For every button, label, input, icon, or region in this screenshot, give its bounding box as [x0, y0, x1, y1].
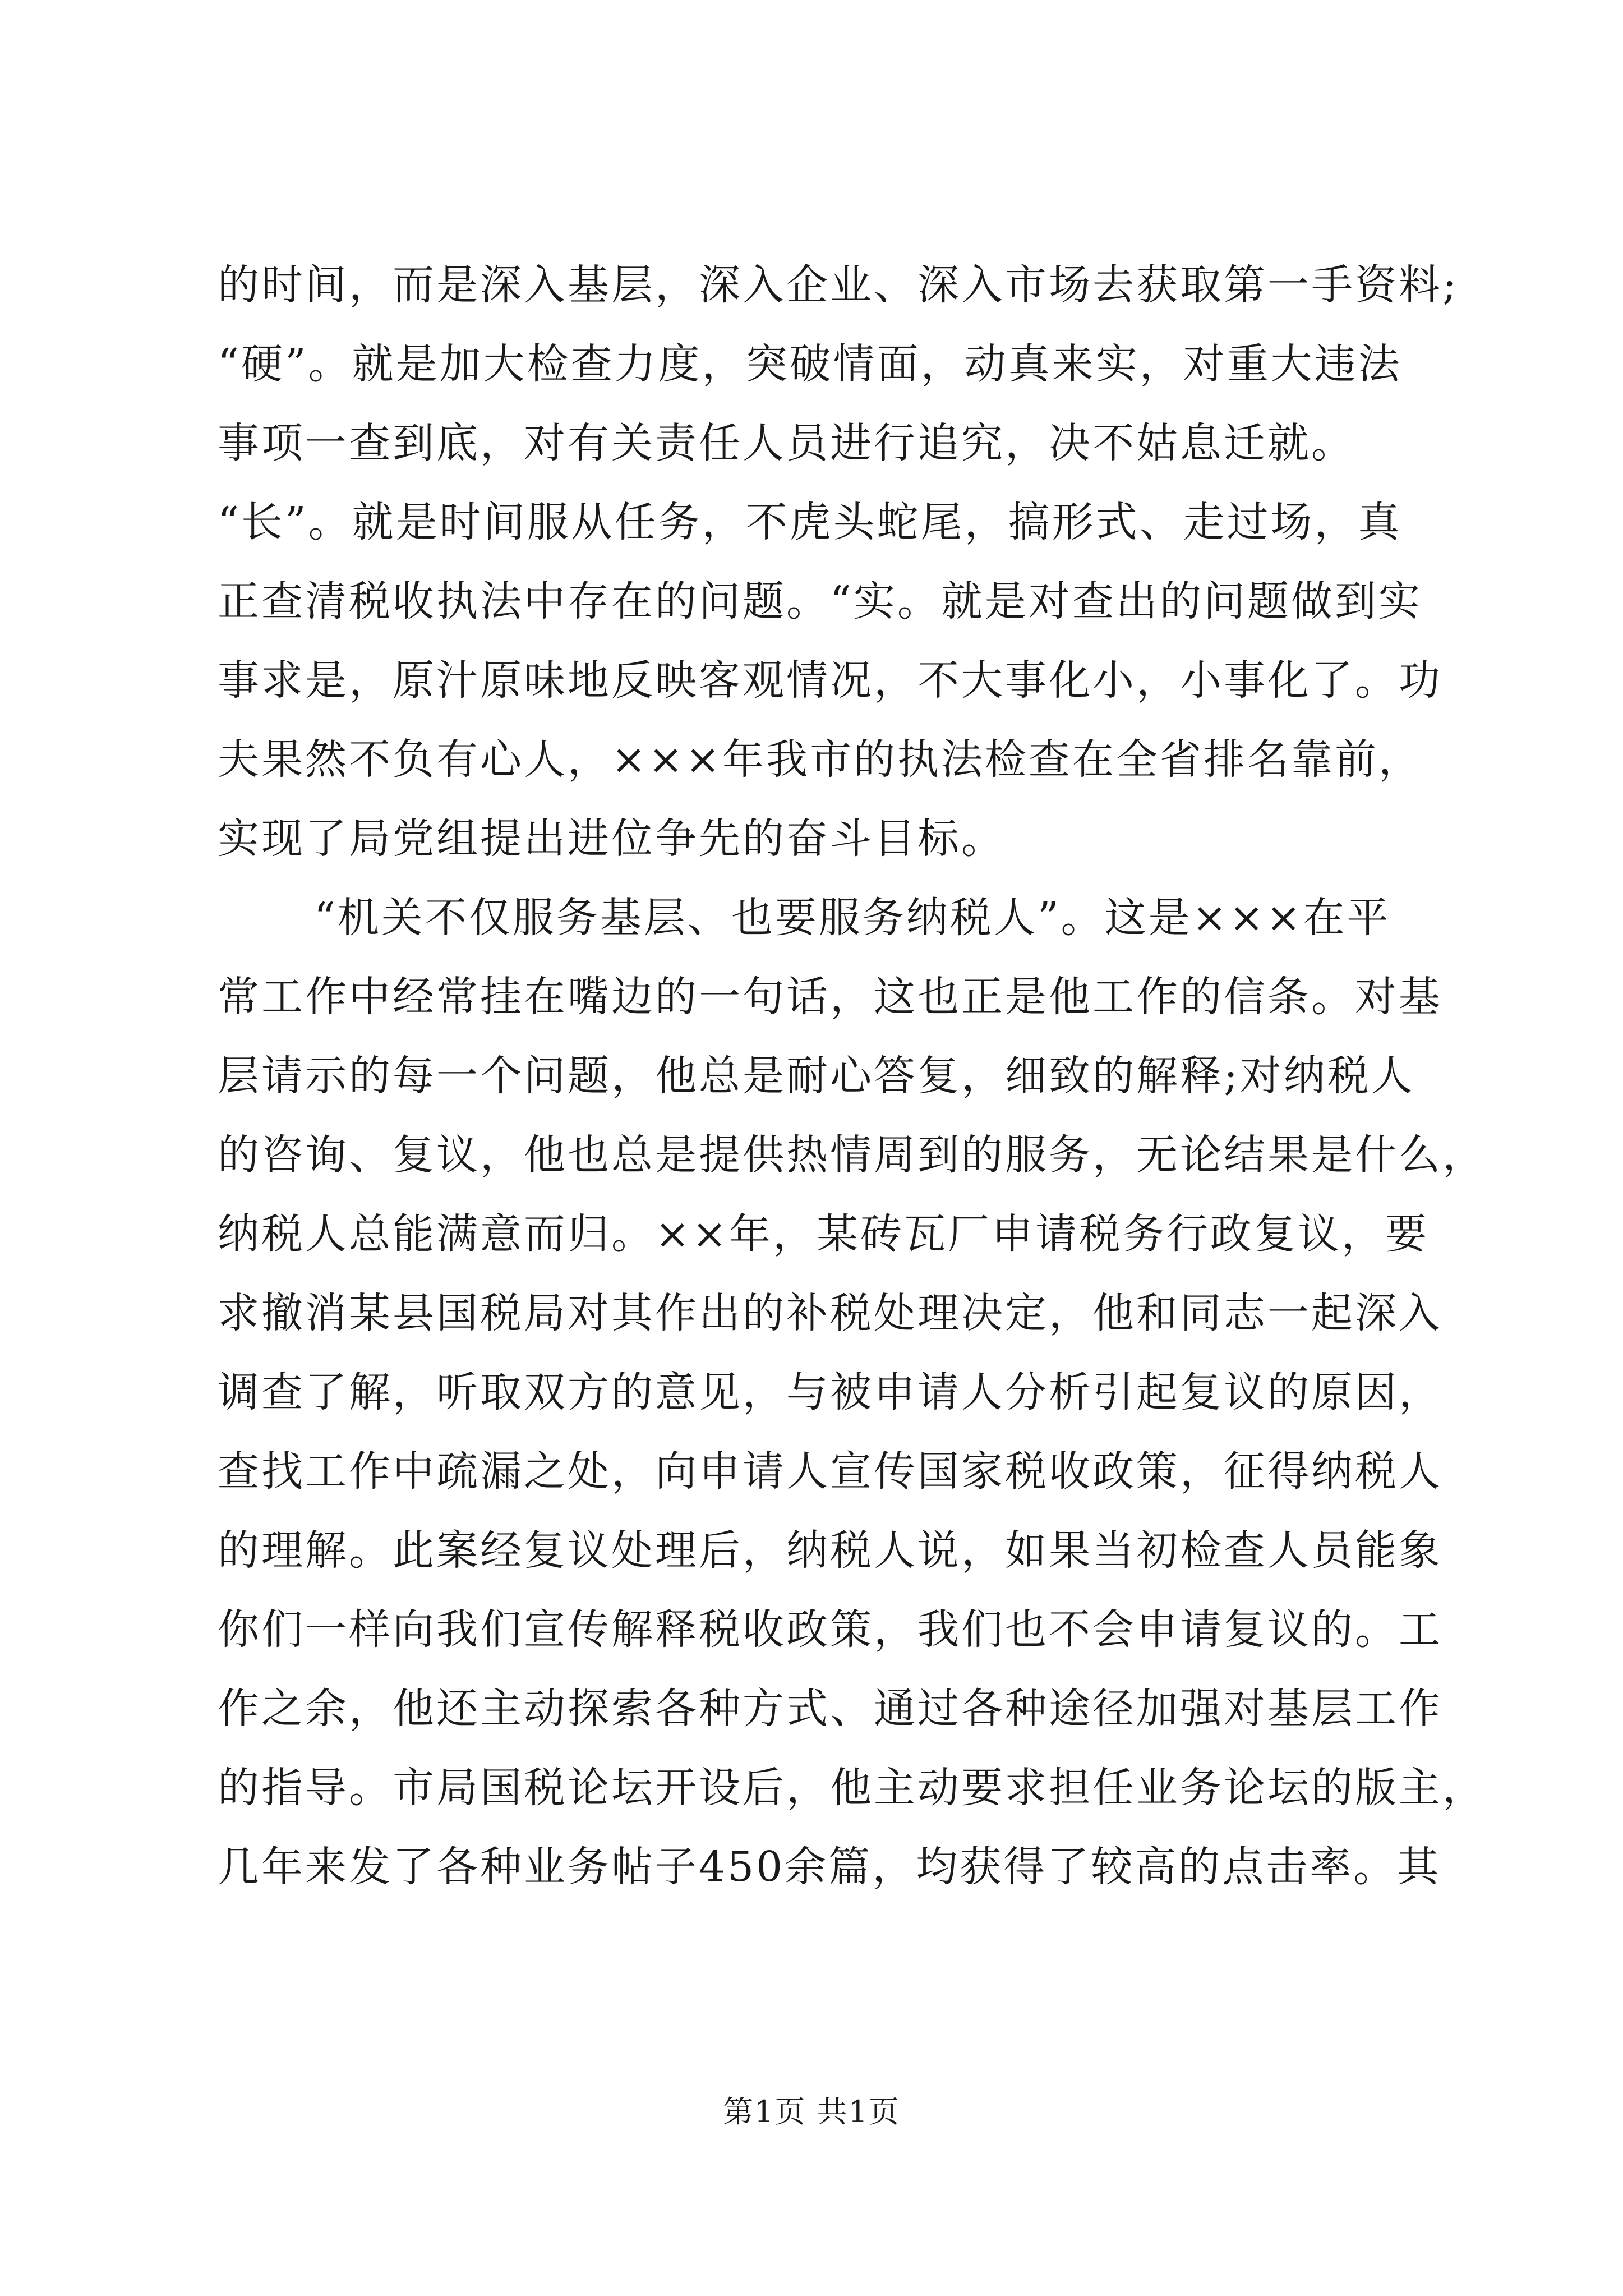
text-line: 正查清税收执法中存在的问题。“实。就是对查出的问题做到实 — [218, 577, 1422, 625]
text-line: “长”。就是时间服从任务，不虎头蛇尾，搞形式、走过场，真 — [218, 498, 1402, 546]
text-line: 求撤消某县国税局对其作出的补税处理决定，他和同志一起深入 — [218, 1289, 1442, 1337]
text-line: 实现了局党组提出进位争先的奋斗目标。 — [218, 815, 1005, 863]
text-line: 你们一样向我们宣传解释税收政策，我们也不会申请复议的。工 — [218, 1605, 1442, 1654]
paragraph-start-line: “机关不仅服务基层、也要服务纳税人”。这是×××在平 — [314, 894, 1391, 942]
text-line: 几年来发了各种业务帖子450余篇，均获得了较高的点击率。其 — [218, 1843, 1441, 1891]
text-line: “硬”。就是加大检查力度，突破情面，动真来实，对重大违法 — [218, 340, 1402, 388]
text-line: 调查了解，听取双方的意见，与被申请人分析引起复议的原因， — [218, 1368, 1442, 1416]
text-line: 常工作中经常挂在嘴边的一句话，这也正是他工作的信条。对基 — [218, 973, 1442, 1021]
body-text — [218, 246, 1486, 1907]
text-line: 事项一查到底，对有关责任人员进行追究，决不姑息迁就。 — [218, 419, 1355, 467]
text-line: 层请示的每一个问题，他总是耐心答复，细致的解释;对纳税人 — [218, 1052, 1415, 1100]
text-line: 查找工作中疏漏之处，向申请人宣传国家税收政策，征得纳税人 — [218, 1447, 1442, 1496]
text-line: 的咨询、复议，他也总是提供热情周到的服务，无论结果是什么， — [218, 1131, 1486, 1179]
text-line: 纳税人总能满意而归。××年，某砖瓦厂申请税务行政复议，要 — [218, 1210, 1430, 1258]
text-line: 的指导。市局国税论坛开设后，他主动要求担任业务论坛的版主， — [218, 1764, 1486, 1812]
text-line: 的时间，而是深入基层，深入企业、深入市场去获取第一手资料; — [218, 261, 1459, 309]
text-line: 的理解。此案经复议处理后，纳税人说，如果当初检查人员能象 — [218, 1526, 1442, 1575]
text-line: 作之余，他还主动探索各种方式、通过各种途径加强对基层工作 — [218, 1685, 1442, 1733]
text-line: 事求是，原汁原味地反映客观情况，不大事化小，小事化了。功 — [218, 656, 1442, 705]
text-line: 夫果然不负有心人，×××年我市的执法检查在全省排名靠前， — [218, 735, 1423, 784]
page-footer: 第1页 共1页 — [723, 2094, 900, 2129]
